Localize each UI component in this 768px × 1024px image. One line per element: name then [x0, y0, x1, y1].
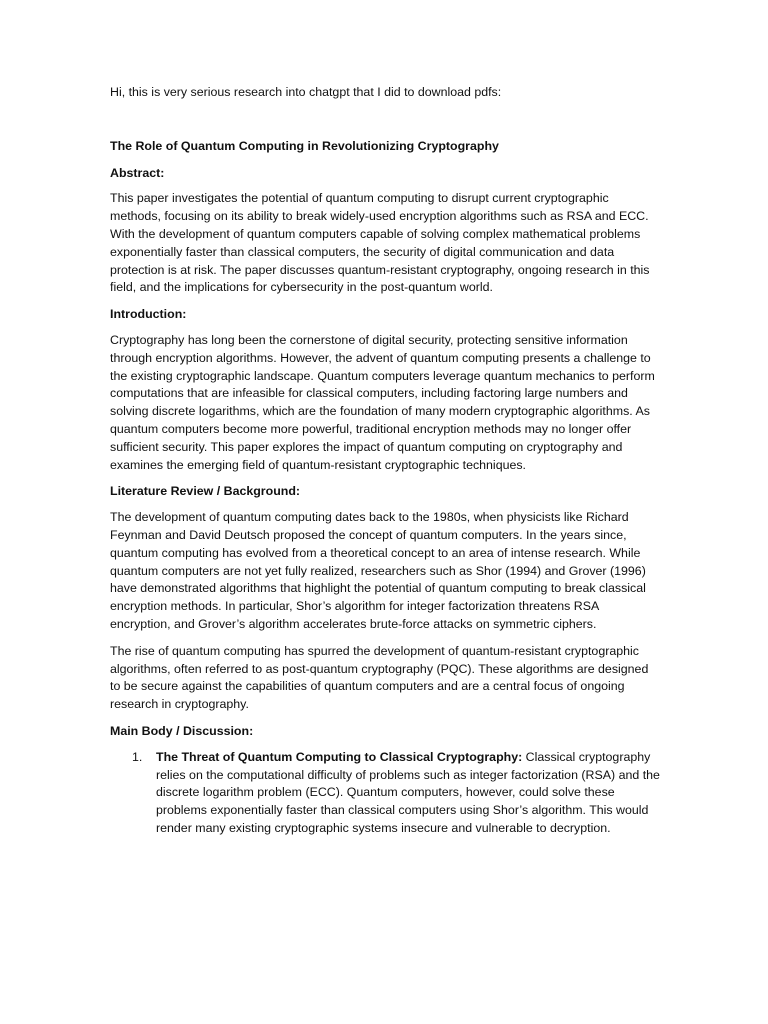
document-page [110, 84, 660, 838]
literature-paragraph-2: The rise of quantum computing has spurred the development of quantum-resistant cryptographic algorithms, often referred to as post-quantum cryptography (PQC). These algorithms are designed to be secure against the capabilities of quantum computers and are a central focus of ongoing research in cryptography. [110, 643, 649, 712]
introduction-paragraph: Cryptography has long been the cornerstone of digital security, protecting sensitive information through encryption algorithms. However, the advent of quantum computing presents a challenge to the existing cryptographic landscape. Quantum computers leverage quantum mechanics to perform computations that are infeasible for classical computers, including factoring large numbers and solving discrete logarithms, which are the foundation of many modern cryptographic algorithms. As quantum computers become more powerful, traditional encryption methods may no longer offer sufficient security. This paper explores the impact of quantum computing on cryptography and examines the emerging field of quantum-resistant cryptographic techniques. [110, 332, 655, 472]
intro-line: Hi, this is very serious research into chatgpt that I did to download pdfs: [110, 85, 502, 99]
discussion-list-item [110, 749, 660, 838]
discussion-heading: Main Body / Discussion: [110, 723, 254, 738]
literature-paragraph-1: The development of quantum computing dates back to the 1980s, when physicists like Richard Feynman and David Deutsch proposed the concept of quantum computers. In the years since, quantum computing has evolved from a theoretical concept to an area of intense research. While quantum computers are not yet fully realized, researchers such as Shor (1994) and Grover (1996) have demonstrated algorithms that highlight the potential of quantum computing to break classical encryption methods. In particular, Shor’s algorithm for integer factorization threatens RSA encryption, and Grover’s algorithm accelerates brute-force attacks on symmetric ciphers. [110, 510, 646, 631]
paper-title: The Role of Quantum Computing in Revolutionizing Cryptography [110, 138, 499, 153]
literature-heading: Literature Review / Background: [110, 484, 301, 499]
abstract-paragraph: This paper investigates the potential of quantum computing to disrupt current cryptographic methods, focusing on its ability to break widely-used encryption algorithms such as RSA and ECC. With the development of quantum computers capable of solving complex mathematical problems exponentially faster than classical computers, the security of digital communication and data protection is at risk. The paper discusses quantum-resistant cryptography, ongoing research in this field, and the implications for cybersecurity in the post-quantum world. [110, 191, 650, 295]
discussion-list [110, 749, 660, 838]
discussion-item-lead: The Threat of Quantum Computing to Classical Cryptography: [156, 749, 523, 764]
abstract-heading: Abstract: [110, 165, 165, 180]
discussion-item-text: Classical cryptography relies on the computational difficulty of problems such as integer factorization (RSA) and the discrete logarithm problem (ECC). Quantum computers, however, could solve these problems exponentially faster than classical computers using Shor’s algorithm. This would render many existing cryptographic systems insecure and vulnerable to decryption. [156, 749, 660, 835]
discussion-item-number: 1. [132, 749, 143, 764]
introduction-heading: Introduction: [110, 307, 187, 322]
